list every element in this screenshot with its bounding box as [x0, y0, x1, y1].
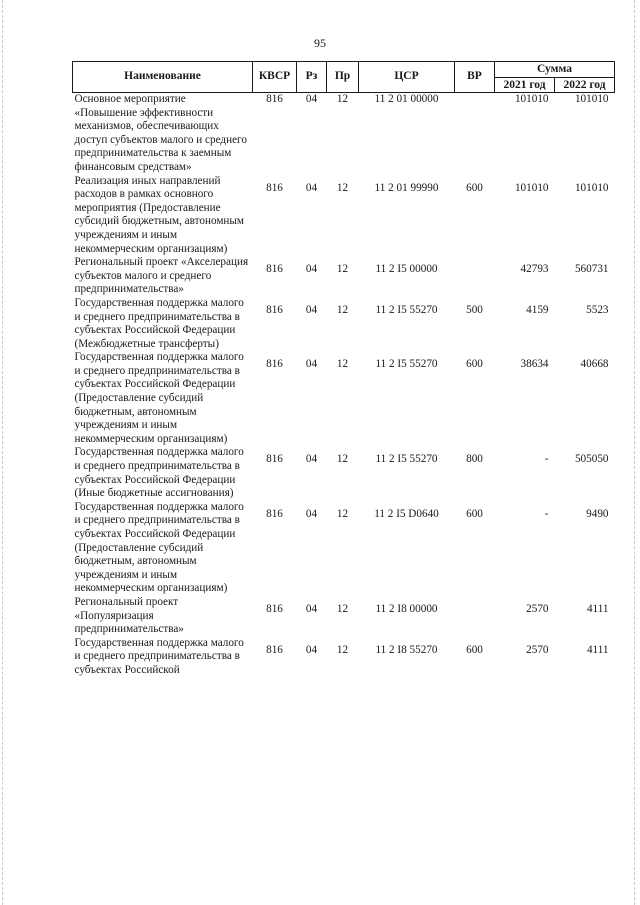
page-number: 95 — [314, 36, 326, 50]
cell-vr — [455, 596, 495, 637]
cell-vr — [455, 93, 495, 175]
budget-table — [72, 61, 615, 678]
cell-rz: 04 — [305, 643, 318, 656]
table-row — [73, 596, 615, 637]
cell-vr: 600 — [466, 643, 483, 656]
cell-name: Региональный проект «Акселерация субъектов малого и среднего предпринимательства» — [74, 256, 249, 296]
cell-csr: 11 2 I5 55270 — [375, 358, 438, 371]
cell-rz: 04 — [305, 263, 318, 276]
header-csr: ЦСР — [359, 62, 455, 93]
cell-vr — [455, 256, 495, 297]
cell-vr: 600 — [466, 181, 483, 194]
cell-name: Региональный проект «Популяризация предпринимательства» — [74, 595, 184, 636]
cell-sum-2021: 101010 — [514, 181, 549, 194]
table-row — [73, 446, 615, 500]
table-row — [73, 501, 615, 596]
cell-kvsr: 816 — [266, 263, 283, 276]
cell-sum-2022: 101010 — [574, 181, 609, 194]
cell-name: Государственная поддержка малого и среднего предпринимательства в субъектах Российской Федерации (Иные бюджетные ассигнования) — [74, 446, 244, 500]
cell-name: Государственная поддержка малого и среднего предпринимательства в субъектах Российской — [74, 636, 244, 676]
cell-sum-2022: 5523 — [586, 303, 609, 316]
cell-sum-2022: 9490 — [586, 507, 609, 520]
cell-rz: 04 — [305, 93, 318, 105]
cell-sum-2021: 4159 — [526, 303, 549, 316]
cell-vr: 600 — [466, 358, 483, 371]
table-row — [73, 351, 615, 446]
cell-vr: 600 — [466, 507, 483, 520]
cell-csr: 11 2 I5 55270 — [375, 453, 438, 466]
cell-pr: 12 — [336, 507, 349, 520]
cell-pr: 12 — [336, 263, 349, 276]
cell-name: Государственная поддержка малого и среднего предпринимательства в субъектах Российской Федерации (Межбюджетные трансферты) — [74, 296, 244, 350]
cell-sum-2021: 42793 — [520, 263, 549, 276]
cell-pr: 12 — [336, 602, 349, 615]
cell-rz: 04 — [305, 602, 318, 615]
cell-kvsr: 816 — [266, 453, 283, 466]
header-year-2022: 2022 год — [555, 77, 615, 93]
cell-sum-2022: 101010 — [574, 93, 609, 105]
cell-pr: 12 — [336, 453, 349, 466]
header-name: Наименование — [73, 62, 253, 93]
cell-rz: 04 — [305, 358, 318, 371]
cell-name: Государственная поддержка малого и среднего предпринимательства в субъектах Российской Федерации (Предоставление субсидий бюджетным, автономным учреждениям и иным некоммерческим организациям) — [74, 500, 244, 595]
table-row — [73, 93, 615, 175]
cell-rz: 04 — [305, 507, 318, 520]
scan-edge-left — [2, 0, 4, 905]
cell-sum-2021: 38634 — [520, 358, 549, 371]
cell-sum-2022: 40668 — [580, 358, 609, 371]
cell-kvsr: 816 — [266, 358, 283, 371]
header-pr: Пр — [327, 62, 359, 93]
cell-kvsr: 816 — [266, 303, 283, 316]
cell-kvsr: 816 — [266, 93, 283, 105]
header-sum: Сумма — [495, 62, 615, 78]
cell-name: Государственная поддержка малого и среднего предпринимательства в субъектах Российской Федерации (Предоставление субсидий бюджетным, автономным учреждениям и иным некоммерческим организациям) — [74, 351, 244, 445]
cell-sum-2022: 505050 — [574, 453, 609, 466]
cell-kvsr: 816 — [266, 507, 283, 520]
cell-vr: 800 — [466, 453, 483, 466]
cell-csr: 11 2 I5 D0640 — [374, 507, 439, 520]
cell-kvsr: 816 — [266, 602, 283, 615]
scan-edge-right — [634, 0, 636, 905]
cell-csr: 11 2 I8 00000 — [375, 602, 438, 615]
table-header — [73, 62, 615, 93]
cell-sum-2021: 2570 — [526, 602, 549, 615]
cell-rz: 04 — [305, 303, 318, 316]
cell-kvsr: 816 — [266, 181, 283, 194]
cell-name: Основное мероприятие «Повышение эффективности механизмов, обеспечивающих доступ субъектов малого и среднего предпринимательства к заемным финансовым средствам» — [74, 93, 247, 173]
cell-sum-2022: 560731 — [574, 263, 609, 276]
table-row — [73, 256, 615, 297]
cell-csr: 11 2 I5 00000 — [375, 263, 438, 276]
header-vr: ВР — [455, 62, 495, 93]
cell-kvsr: 816 — [266, 643, 283, 656]
table-row — [73, 297, 615, 351]
cell-pr: 12 — [336, 358, 349, 371]
cell-pr: 12 — [336, 303, 349, 316]
cell-vr: 500 — [466, 303, 483, 316]
table-row — [73, 175, 615, 257]
cell-sum-2022: 4111 — [586, 643, 609, 656]
table-body — [73, 93, 615, 678]
table-row — [73, 637, 615, 678]
cell-csr: 11 2 01 99990 — [374, 181, 439, 194]
cell-pr: 12 — [336, 643, 349, 656]
cell-csr: 11 2 01 00000 — [374, 93, 439, 105]
header-rz: Рз — [297, 62, 327, 93]
cell-csr: 11 2 I5 55270 — [375, 303, 438, 316]
cell-name: Реализация иных направлений расходов в рамках основного мероприятия (Предоставление субсидий бюджетным, автономным учреждениям и иным некоммерческим организациям) — [74, 174, 244, 255]
cell-sum-2021: 2570 — [526, 643, 549, 656]
cell-rz: 04 — [305, 181, 318, 194]
header-year-2021: 2021 год — [495, 77, 555, 93]
cell-pr: 12 — [336, 93, 349, 105]
cell-sum-2022: 4111 — [586, 602, 609, 615]
cell-csr: 11 2 I8 55270 — [375, 643, 438, 656]
cell-sum-2021: 101010 — [514, 93, 549, 105]
cell-sum-2021: - — [544, 453, 549, 466]
cell-sum-2021: - — [544, 507, 549, 520]
cell-pr: 12 — [336, 181, 349, 194]
cell-rz: 04 — [305, 453, 318, 466]
header-kvsr: КВСР — [253, 62, 297, 93]
